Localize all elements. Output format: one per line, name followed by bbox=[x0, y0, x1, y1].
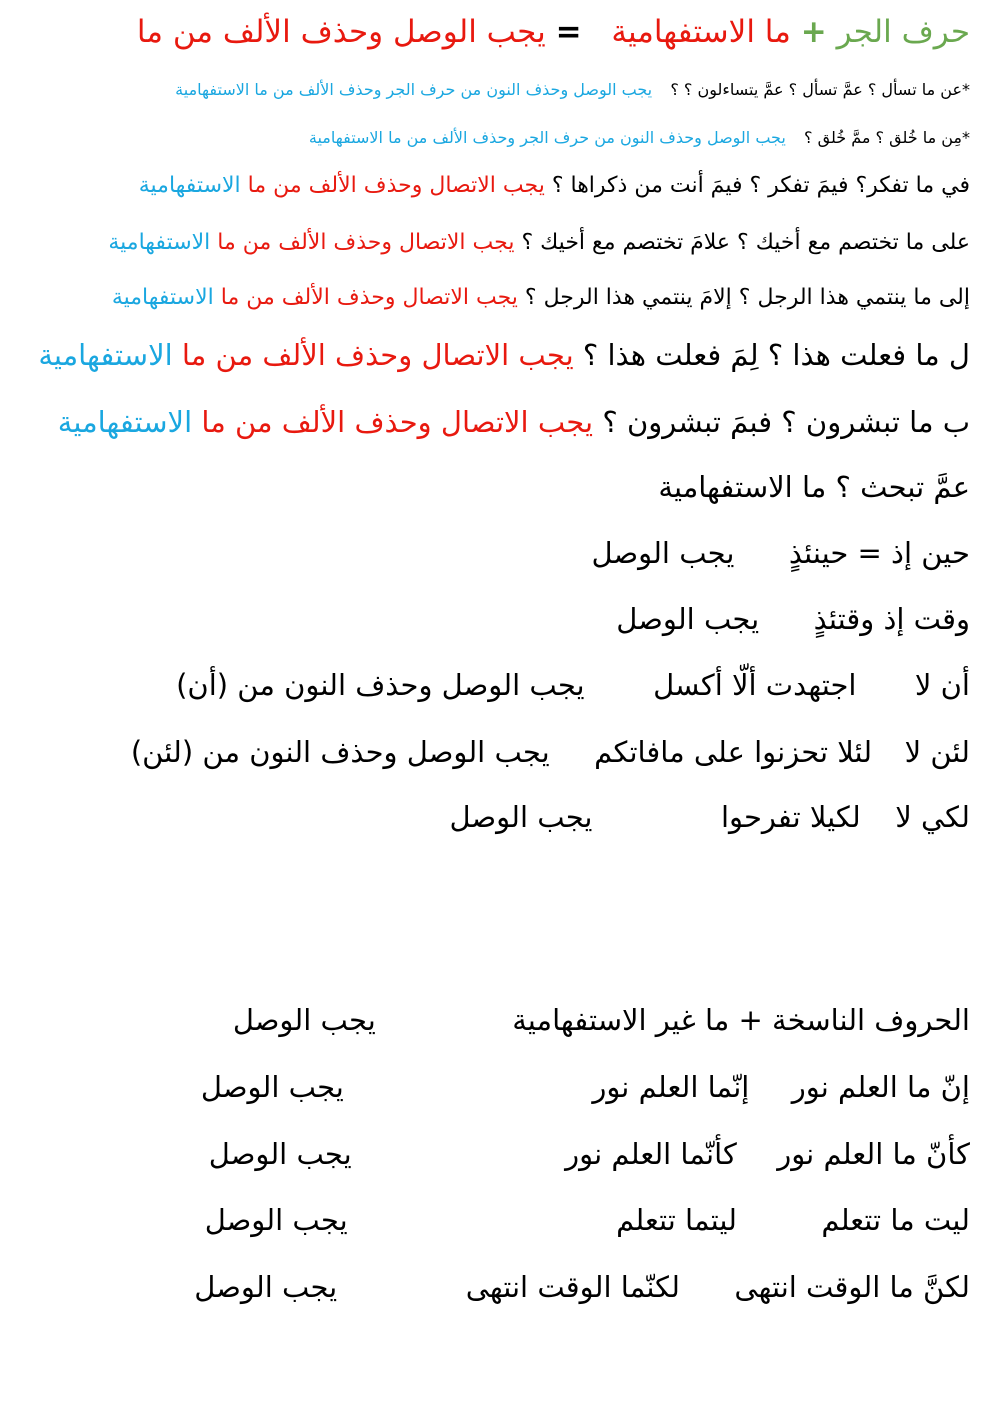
nasikha-rule: يجب الوصل bbox=[232, 1003, 376, 1037]
rule-text: يجب الوصل وحذف النون من حرف الجر وحذف الألف من ما الاستفهامية bbox=[308, 128, 786, 147]
interrogative-term: الاستفهامية bbox=[111, 285, 214, 310]
example-text: ب ما تبشرون ؟ فبمَ تبشرون ؟ bbox=[602, 405, 970, 439]
nasikha-separate: ليت ما تتعلم bbox=[821, 1203, 970, 1237]
example-text: في ما تفكر؟ فيمَ تفكر ؟ فيمَ أنت من ذكراها ؟ bbox=[551, 173, 970, 198]
nasikha-rule: يجب الوصل bbox=[204, 1203, 348, 1237]
idh-word: وقت إذ وقتئذٍ bbox=[813, 602, 970, 636]
la-example: لكيلا تفرحوا bbox=[720, 800, 861, 834]
interrogative-ma-label: ما الاستفهامية bbox=[611, 14, 791, 50]
nasikha-row bbox=[201, 1070, 970, 1104]
rule-text: يجب الوصل وحذف النون من حرف الجر وحذف الألف من ما الاستفهامية bbox=[175, 80, 653, 99]
nasikha-row bbox=[209, 1137, 970, 1171]
nasikha-joined: ليتما تتعلم bbox=[616, 1203, 737, 1237]
example-text: *مِن ما خُلق ؟ ممَّ خُلق ؟ bbox=[804, 128, 970, 147]
la-rule: يجب الوصل وحذف النون من (أن) bbox=[176, 668, 585, 702]
idh-rule: يجب الوصل bbox=[616, 602, 760, 636]
equals-sign: = bbox=[555, 14, 582, 50]
nasikha-joined: إنّما العلم نور bbox=[592, 1070, 750, 1104]
example-line-an bbox=[175, 80, 970, 99]
example-line-ala bbox=[108, 230, 970, 255]
nasikha-title: الحروف الناسخة + ما غير الاستفهامية bbox=[512, 1003, 970, 1037]
amma-text: عمَّ تبحث ؟ ما الاستفهامية bbox=[658, 470, 970, 504]
interrogative-term: الاستفهامية bbox=[38, 338, 173, 372]
nasikha-rule: يجب الوصل bbox=[200, 1070, 344, 1104]
interrogative-term: الاستفهامية bbox=[138, 173, 241, 198]
preposition-label: حرف الجر bbox=[836, 14, 970, 50]
la-rule: يجب الوصل وحذف النون من (لئن) bbox=[130, 735, 550, 769]
rule-text: يجب الاتصال وحذف الألف من ما bbox=[181, 338, 574, 372]
example-line-fi bbox=[139, 173, 970, 198]
main-rule-result: يجب الوصل وحذف الألف من ما bbox=[136, 14, 546, 50]
idh-rule: يجب الوصل bbox=[591, 536, 735, 570]
la-example: اجتهدت ألّا أكسل bbox=[653, 668, 857, 702]
nasikha-separate: كأنّ ما العلم نور bbox=[777, 1137, 970, 1171]
la-word: أن لا bbox=[914, 668, 970, 702]
nasikha-separate: إنّ ما العلم نور bbox=[791, 1070, 970, 1104]
la-word: لئن لا bbox=[904, 735, 970, 769]
main-rule-line bbox=[137, 14, 970, 50]
rule-text: يجب الاتصال وحذف الألف من ما bbox=[220, 285, 518, 310]
la-example: لئلا تحزنوا على مافاتكم bbox=[594, 735, 873, 769]
la-word: لكي لا bbox=[895, 800, 970, 834]
rule-text: يجب الاتصال وحذف الألف من ما bbox=[217, 230, 515, 255]
example-line-min bbox=[309, 128, 970, 147]
nasikha-row bbox=[205, 1203, 970, 1237]
example-text: *عن ما تسأل ؟ عمَّ تسأل ؟ عمَّ يتساءلون ؟ ؟ bbox=[670, 80, 970, 99]
amma-line bbox=[658, 470, 970, 504]
la-row bbox=[131, 735, 970, 769]
la-row bbox=[176, 668, 970, 702]
idh-row bbox=[616, 602, 970, 636]
interrogative-term: الاستفهامية bbox=[57, 405, 193, 439]
nasikha-row bbox=[194, 1270, 970, 1304]
example-line-bi bbox=[58, 405, 970, 439]
example-text: على ما تختصم مع أخيك ؟ علامَ تختصم مع أخيك ؟ bbox=[521, 230, 970, 255]
example-line-li bbox=[38, 338, 970, 372]
nasikha-joined: لكنّما الوقت انتهى bbox=[465, 1270, 680, 1304]
example-text: ل ما فعلت هذا ؟ لِمَ فعلت هذا ؟ bbox=[582, 338, 970, 372]
la-row bbox=[450, 800, 970, 834]
plus-sign: + bbox=[800, 14, 827, 50]
nasikha-separate: لكنَّ ما الوقت انتهى bbox=[734, 1270, 970, 1304]
nasikha-joined: كأنّما العلم نور bbox=[565, 1137, 737, 1171]
rule-text: يجب الاتصال وحذف الألف من ما bbox=[247, 173, 545, 198]
nasikha-rule: يجب الوصل bbox=[208, 1137, 352, 1171]
idh-word: حين إذ = حينئذٍ bbox=[788, 536, 970, 570]
example-text: إلى ما ينتمي هذا الرجل ؟ إلامَ ينتمي هذا الرجل ؟ bbox=[524, 285, 970, 310]
nasikha-header bbox=[233, 1003, 970, 1037]
interrogative-term: الاستفهامية bbox=[108, 230, 211, 255]
idh-row bbox=[592, 536, 970, 570]
nasikha-rule: يجب الوصل bbox=[194, 1270, 338, 1304]
la-rule: يجب الوصل bbox=[449, 800, 593, 834]
rule-text: يجب الاتصال وحذف الألف من ما bbox=[201, 405, 594, 439]
example-line-ila bbox=[112, 285, 970, 310]
